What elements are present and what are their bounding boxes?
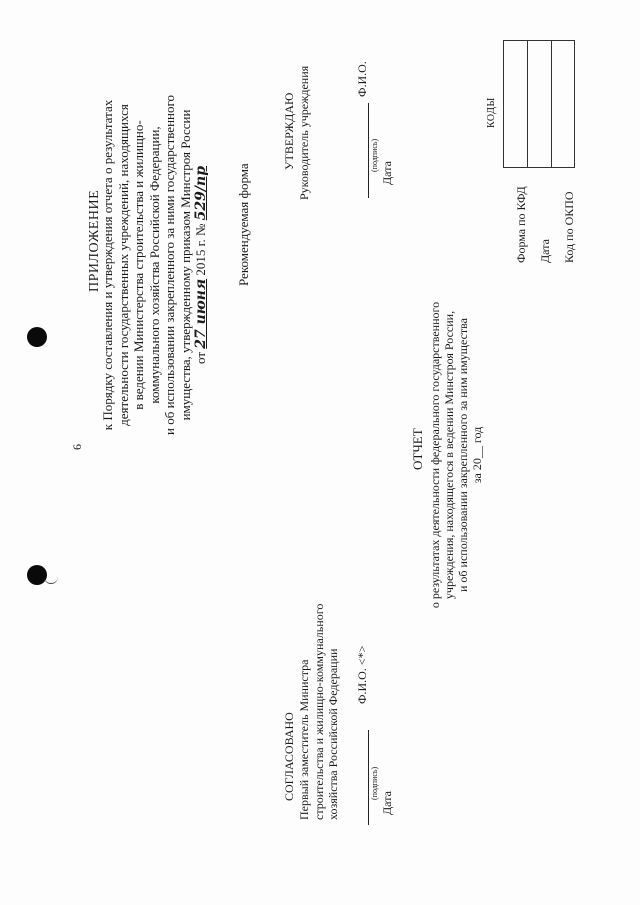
codes-cell-2 [528,41,552,167]
approve-date-label: Дата [380,161,394,185]
agreed-title: СОГЛАСОВАНО [282,712,296,801]
date-prefix: от [193,352,208,365]
agreed-text [297,604,341,820]
approve-sign-label: (подпись) [370,138,379,172]
appendix-text [100,35,210,495]
agreed-signature-line [368,730,369,825]
agreed-date-label: Дата [380,791,394,815]
scan-mark [44,573,58,584]
report-line-2: учреждения, находящегося в ведении Минстроя России, [442,310,456,600]
approve-role: Руководитель учреждения [297,65,311,200]
appendix-line-1: к Порядку составления и утверждения отчета о результатах [100,99,115,431]
punch-hole-top [27,327,47,347]
agreed-fio: Ф.И.О. <*> [355,645,369,704]
date-handwritten: 27 июня [193,278,209,349]
codes-cell-1 [504,41,528,167]
approve-fio: Ф.И.О. [355,61,369,97]
date-year: 2015 г. № [193,223,208,276]
report-text [428,300,484,610]
report-line-3: и об использовании закрепленного за ним имущества [456,318,470,592]
appendix-line-3: в ведении Министерства строительства и жилищно- [131,120,146,410]
approve-title: УТВЕРЖДАЮ [282,92,296,170]
codes-header: КОДЫ [486,97,497,128]
recommended-form-label: Рекомендуемая форма [236,163,251,286]
appendix-line-4: коммунального хозяйства Российской Федерации, [146,126,162,404]
codes-table [503,40,575,168]
codes-row-okpo: Код по ОКПО [562,191,576,263]
appendix-title: ПРИЛОЖЕНИЕ [87,189,102,292]
codes-row-date: Дата [538,239,552,263]
page-number: 6 [70,444,84,450]
codes-row-kfd: Форма по КФД [514,186,528,263]
agreed-line-2: строительства и жилищно-коммунального [311,603,326,820]
appendix-date-line [193,35,210,495]
approve-signature-line [368,103,369,198]
appendix-line-6: имущества, утвержденному приказом Минстроя России [177,109,193,421]
number-handwritten: 529/пр [193,166,209,221]
agreed-line-3: хозяйства Российской Федерации [326,648,340,820]
appendix-line-5: и об использовании закрепленного за ними государственного [162,95,177,435]
agreed-sign-label: (подпись) [370,766,379,800]
appendix-line-2: деятельности государственных учреждений, находящихся [115,104,131,426]
agreed-line-1: Первый заместитель Министра [297,659,311,820]
report-line-1: о результатах деятельности федерального государственного [428,301,442,609]
report-line-4: за 20__ год [470,426,484,484]
report-title: ОТЧЕТ [410,428,425,470]
